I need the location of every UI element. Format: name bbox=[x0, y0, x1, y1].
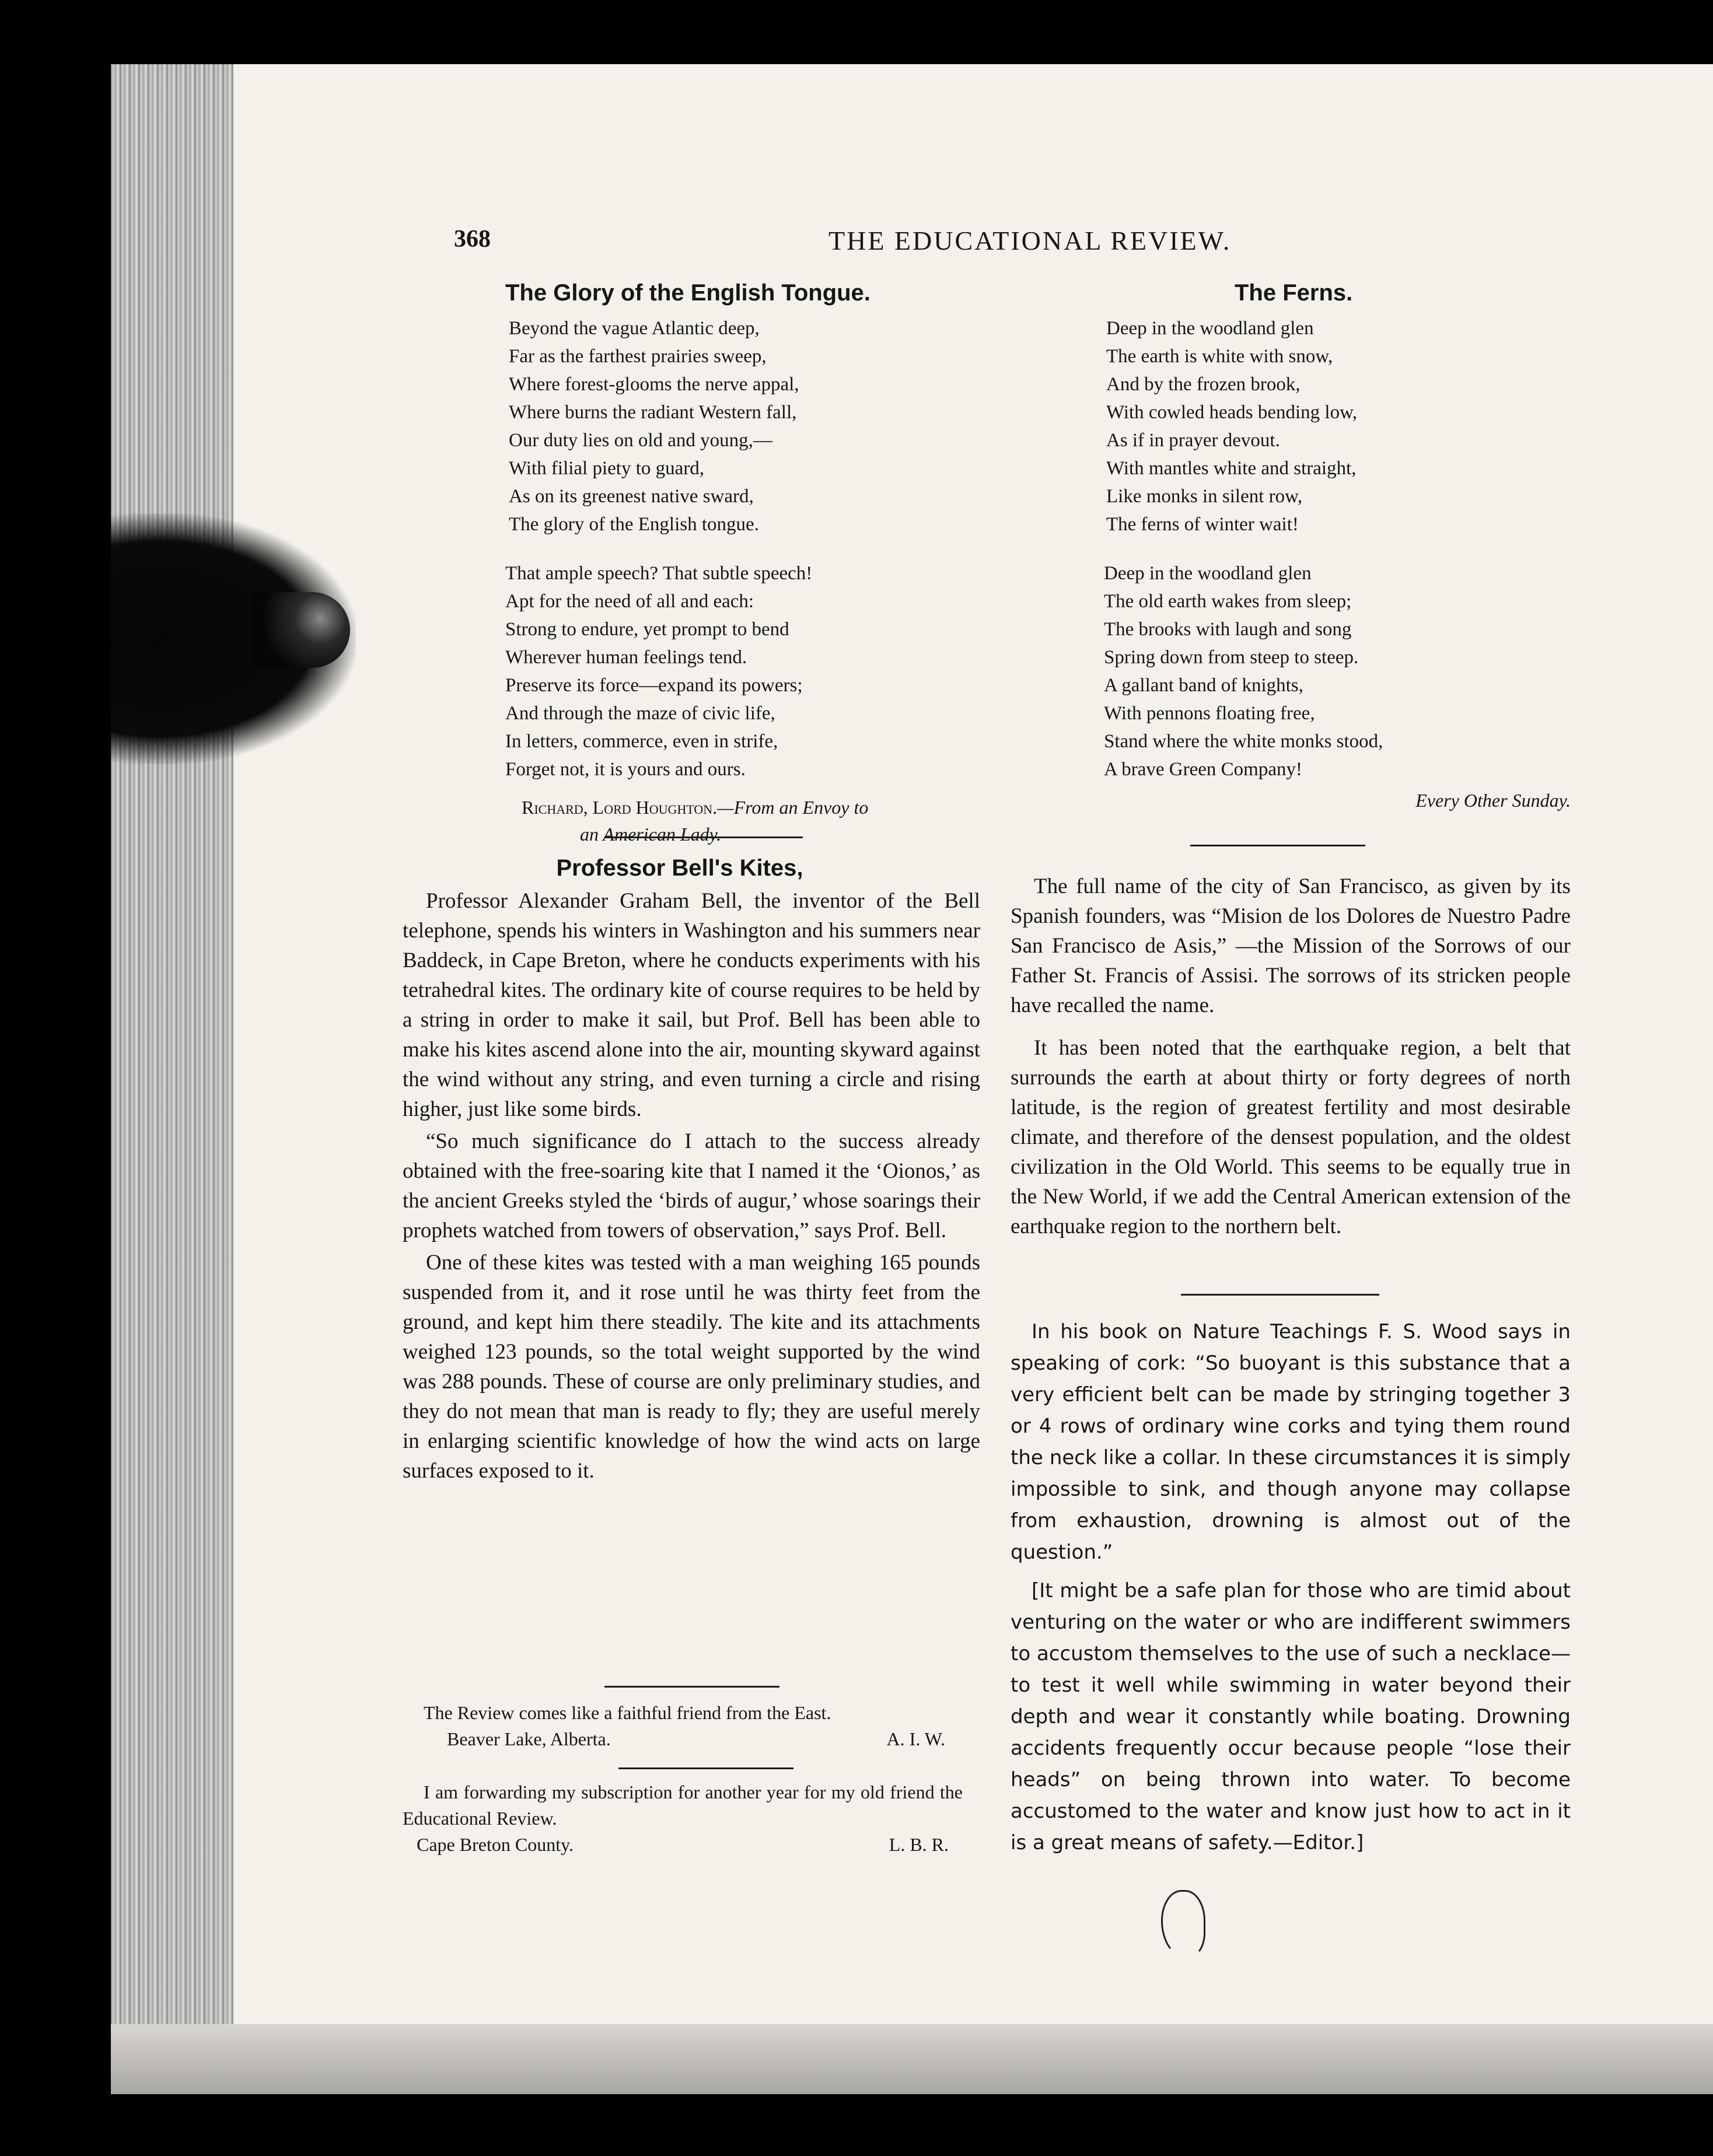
poem-line: As if in prayer devout. bbox=[1106, 430, 1280, 451]
book-fore-edge bbox=[111, 64, 233, 2094]
running-head: THE EDUCATIONAL REVIEW. bbox=[828, 226, 1232, 256]
paragraph: The full name of the city of San Francisco, as given by its Spanish founders, was “Mision de los Dolores de Nuestro Padre San Francisco de Asis,” —the Mission of the Sorrows of our Father St. Francis of Assisi. The sorrows of its stricken people have recalled the name. bbox=[1011, 874, 1571, 1017]
glory-attribution bbox=[522, 794, 980, 848]
kites-title: Professor Bell's Kites, bbox=[556, 855, 803, 881]
poem-line: And through the maze of civic life, bbox=[505, 703, 775, 724]
paragraph: One of these kites was tested with a man weighing 165 pounds suspended from it, and it rose until he was thirty feet from the ground, and kept him there steadily. The kite and its attachments weighed 123 pounds, so the total weight supported by the wind was 288 pounds. These of course are only preliminary studies, and they do not mean that man is ready to fly; they are useful merely in enlarging scientific knowledge of how the wind acts on large surfaces exposed to it. bbox=[403, 1251, 980, 1483]
letter-2 bbox=[403, 1779, 963, 1858]
ferns-stanza-1 bbox=[1106, 314, 1571, 538]
poem-line: Strong to endure, yet prompt to bend bbox=[505, 619, 789, 640]
poem-line: As on its greenest native sward, bbox=[509, 486, 754, 507]
poem-line: With filial piety to guard, bbox=[509, 458, 705, 479]
glory-stanza-2 bbox=[505, 559, 980, 783]
poem-line: The old earth wakes from sleep; bbox=[1104, 591, 1352, 612]
poem-line: A gallant band of knights, bbox=[1104, 675, 1303, 696]
poem-line: Stand where the white monks stood, bbox=[1104, 731, 1383, 752]
paragraph: In his book on Nature Teachings F. S. Wood says in speaking of cork: “So buoyant is this substance that a very efficient belt can be made by stringing together 3 or 4 rows of ordinary wine corks and tying them round the neck like a collar. In these circumstances it is simply impossible to sink, and though anyone may collapse from exhaustion, drowning is almost out of the question.” bbox=[1011, 1320, 1571, 1564]
page-number: 368 bbox=[454, 226, 491, 253]
letter-text: I am forwarding my subscription for another year for my old friend the Educational Review. bbox=[403, 1782, 963, 1829]
poem-line: Wherever human feelings tend. bbox=[505, 647, 747, 668]
ferns-title: The Ferns. bbox=[1235, 280, 1353, 306]
poem-line: Deep in the woodland glen bbox=[1104, 563, 1312, 584]
glory-stanza-1 bbox=[509, 314, 980, 538]
letter-place: Beaver Lake, Alberta. bbox=[447, 1728, 611, 1749]
divider bbox=[1181, 1294, 1379, 1296]
divider bbox=[1190, 845, 1365, 846]
poem-line: Spring down from steep to steep. bbox=[1104, 647, 1359, 668]
attribution-author: Richard, Lord Houghton. bbox=[522, 797, 718, 818]
poem-line: Far as the farthest prairies sweep, bbox=[509, 346, 767, 367]
san-francisco-note bbox=[1011, 872, 1571, 1241]
poem-line: Like monks in silent row, bbox=[1106, 486, 1303, 507]
page-bottom-edge bbox=[111, 2024, 1713, 2094]
paragraph: [It might be a safe plan for those who are timid about venturing on the water or who are indifferent swimmers to accustom themselves to the use of such a necklace—to test it well while swimming in water beyond their depth and wear it constantly while boating. Drowning accidents frequently occur because people “lose their heads” on being thrown into water. To become accustomed to the water and know just how to act in it is a great means of safety.—Editor.] bbox=[1011, 1579, 1571, 1854]
letter-text: The Review comes like a faithful friend from the East. bbox=[424, 1702, 831, 1723]
poem-line: The earth is white with snow, bbox=[1106, 346, 1333, 367]
letter-place: Cape Breton County. bbox=[417, 1834, 574, 1855]
ferns-stanza-2 bbox=[1104, 559, 1571, 783]
letter-initials: L. B. R. bbox=[889, 1834, 949, 1855]
kites-body bbox=[403, 886, 980, 1486]
poem-line: A brave Green Company! bbox=[1104, 759, 1302, 780]
poem-line: Forget not, it is yours and ours. bbox=[505, 759, 746, 780]
poem-line: With mantles white and straight, bbox=[1106, 458, 1357, 479]
poem-line: The brooks with laugh and song bbox=[1104, 619, 1352, 640]
paragraph: It has been noted that the earthquake region, a belt that surrounds the earth at about thirty or forty degrees of north latitude, is the region of greatest fertility and most desirable climate, and therefore of the densest population, and the oldest civilization in the Old World. This seems to be equally true in the New World, if we add the Central American extension of the earthquake region to the northern belt. bbox=[1011, 1036, 1571, 1238]
attribution-source: —From an Envoy to bbox=[717, 797, 869, 818]
paragraph: Professor Alexander Graham Bell, the inventor of the Bell telephone, spends his winters in Washington and his summers near Baddeck, in Cape Breton, where he conducts experiments with his tetrahedral kites. The ordinary kite of course requires to be held by a string in order to make it sail, but Prof. Bell has been able to make his kites ascend alone into the air, mounting skyward against the wind without any string, and even turning a circle and rising higher, just like some birds. bbox=[403, 889, 980, 1121]
cork-note bbox=[1011, 1316, 1571, 1859]
poem-line: The glory of the English tongue. bbox=[509, 514, 759, 535]
poem-line: With cowled heads bending low, bbox=[1106, 402, 1358, 423]
ferns-poem bbox=[1011, 280, 1571, 814]
poem-line: Where burns the radiant Western fall, bbox=[509, 402, 797, 423]
paper-clip-tip bbox=[251, 592, 350, 668]
poem-line: The ferns of winter wait! bbox=[1106, 514, 1299, 535]
attribution-source-cont: an American Lady. bbox=[580, 824, 722, 845]
poem-line: Deep in the woodland glen bbox=[1106, 318, 1314, 339]
glory-title: The Glory of the English Tongue. bbox=[505, 280, 871, 306]
kites-article bbox=[403, 855, 980, 1486]
poem-line: Beyond the vague Atlantic deep, bbox=[509, 318, 760, 339]
ferns-source: Every Other Sunday. bbox=[1415, 790, 1571, 811]
divider bbox=[618, 1768, 793, 1769]
glory-poem bbox=[403, 280, 980, 848]
divider bbox=[604, 1686, 779, 1688]
poem-line: With pennons floating free, bbox=[1104, 703, 1315, 724]
poem-line: Where forest-glooms the nerve appal, bbox=[509, 374, 799, 395]
poem-line: Our duty lies on old and young,— bbox=[509, 430, 772, 451]
paragraph: “So much significance do I attach to the success already obtained with the free-soaring kite that I named it the ‘Oionos,’ as the ancient Greeks styled the ‘birds of augur,’ whose soarings their prophets watched from towers of observation,” says Prof. Bell. bbox=[403, 1129, 980, 1242]
poem-line: In letters, commerce, even in strife, bbox=[505, 731, 778, 752]
poem-line: And by the frozen brook, bbox=[1106, 374, 1301, 395]
letter-1 bbox=[403, 1700, 980, 1752]
poem-line: That ample speech? That subtle speech! bbox=[505, 563, 813, 584]
letter-initials: A. I. W. bbox=[886, 1728, 945, 1749]
divider bbox=[604, 836, 803, 838]
poem-line: Preserve its force—expand its powers; bbox=[505, 675, 803, 696]
poem-line: Apt for the need of all and each: bbox=[505, 591, 754, 612]
